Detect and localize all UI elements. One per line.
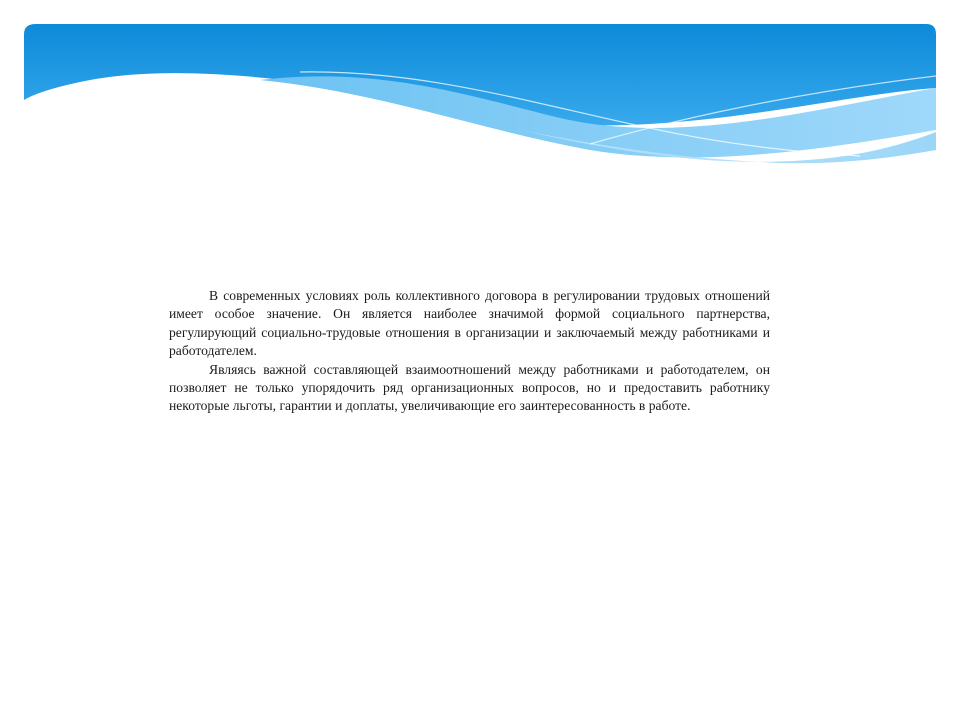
paragraph: Являясь важной составляющей взаимоотношений между работниками и работодателем, он позволяет не только упорядочить ряд организационных вопросов, но и предоставить работнику некоторые льготы, гарантии и доплаты, увеличивающие его заинтересованность в работе. (169, 361, 770, 414)
wave-header-decoration (0, 0, 960, 200)
paragraph: В современных условиях роль коллективного договора в регулировании трудовых отношений имеет особое значение. Он является наиболее значимой формой социального партнерства, регулирующий социально-трудовые отношения в организации и заключаемый между работниками и работодателем. (169, 288, 770, 359)
body-text (169, 287, 770, 416)
